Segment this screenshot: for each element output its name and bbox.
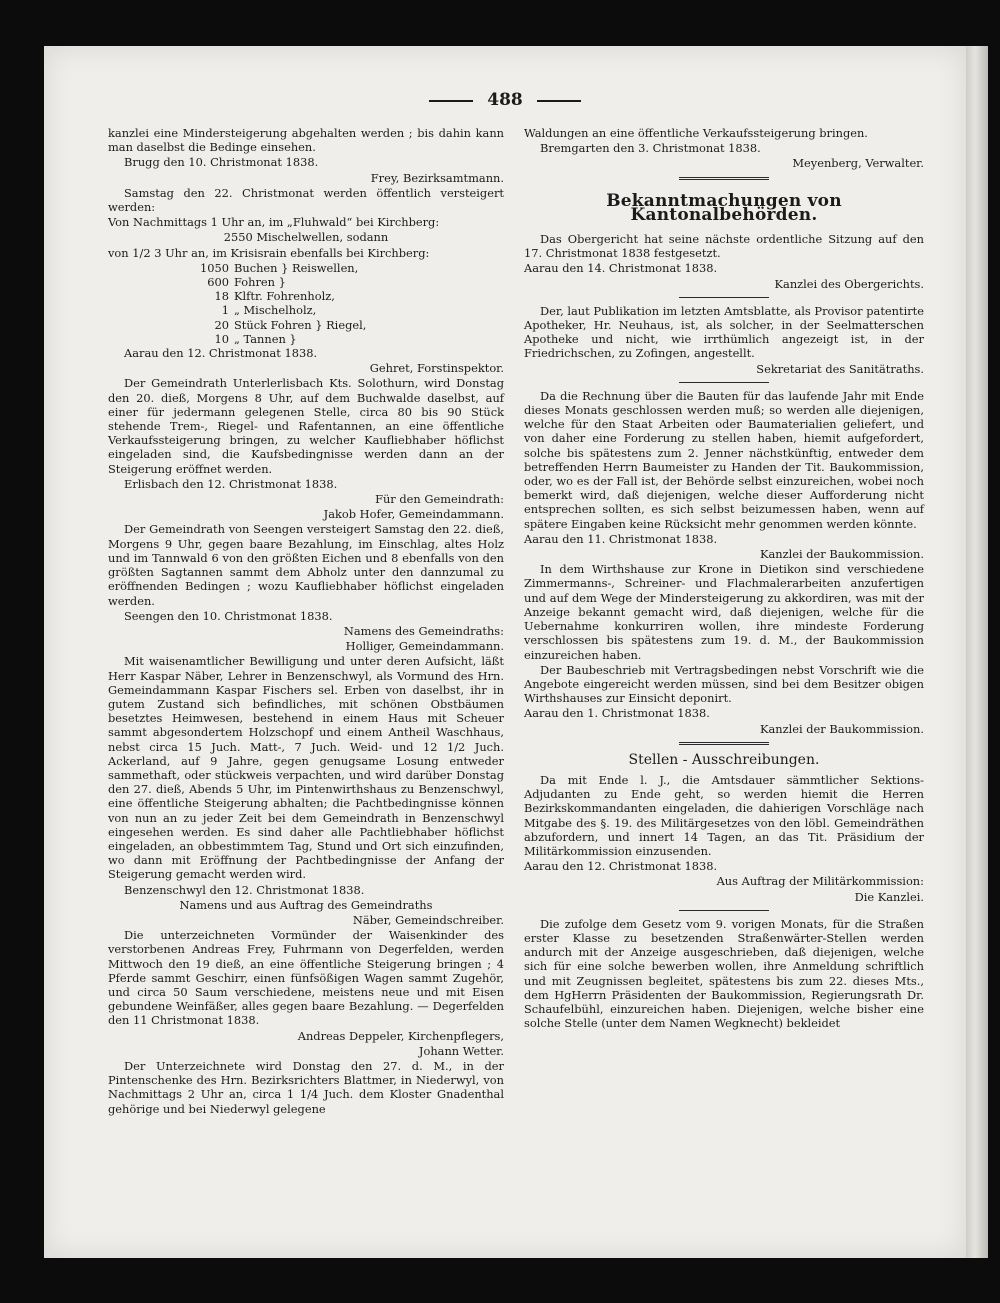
text-paragraph: Samstag den 22. Christmonat werden öffentlich versteigert werden: [108,185,504,215]
notice-militaerkommission [524,773,924,904]
text-paragraph: Meyenberg, Verwalter. [792,156,924,171]
item-quantity: 20 [214,317,229,332]
text-paragraph: Aarau den 1. Christmonat 1838. [524,706,710,721]
text-paragraph: Benzenschwyl den 12. Christmonat 1838. [124,882,365,897]
section-divider [679,177,769,180]
text-paragraph: Aarau den 12. Christmonat 1838. [124,346,318,361]
text-paragraph: Kanzlei der Baukommission. [759,547,924,562]
notice-strassenwaerter [524,917,924,1031]
text-paragraph: In dem Wirthshause zur Krone in Dietikon sind verschiedene Zimmermanns-, Schreiner- und Flachmalerarbeiten anzufertigen und auf dem Wege der Mindersteigerung zu akkordiren, was mit der Anzeige bekannt gemacht wird, daß diejenigen, welche für die Uebernahme konkurriren wollen, ihre mindeste Forderung verschlossen bis spätestens zum 19. d. M., der Baukommission einzureichen haben. [524,562,924,662]
text-paragraph: Mit waisenamtlicher Bewilligung und unter deren Aufsicht, läßt Herr Kaspar Näber, Lehrer in Benzenschwyl, als Vormund des Hrn. Gemeindammann Kaspar Fischers sel. Erben von daselbst, ihr in gutem Zustand sich befindliches, mit schönen Obstbäumen besetztes Heimwesen, bestehend in einem Haus mit Scheuer sammt abgesondertem Holzschopf und einem Antheil Waschhaus, nebst circa 15 Juch. Matt-, 7 Juch. Weid- und 12 1/2 Juch. Ackerland, auf 9 Jahre, gegen genugsame Losung entweder sammethaft, oder stückweis verpachten, und wird darüber Donstag den 27. dieß, Abends 5 Uhr, im Pintenwirthshaus zu Benzenschwyl, eine öffentliche Steigerung abhalten; die Pachtbedingnisse können von nun an zu jeder Zeit bei dem Gemeindrath in Benzenschwyl eingesehen werden. Es sind daher alle Pachtliebhaber höflichst eingeladen, an obbestimmtem Tag, Stund und Ort sich einzufinden, wo dann mit Eröffnung der Pachtbedingnisse der Anfang der Steigerung gemacht werden wird. [108,654,504,882]
notice-obergericht [524,232,924,291]
auction-item-list [162,261,504,346]
text-paragraph: Kanzlei der Baukommission. [759,721,924,736]
item-quantity: 600 [207,275,229,290]
item-description: Klftr. Fohrenholz, [234,289,335,304]
text-paragraph: Frey, Bezirksamtmann. [370,170,504,185]
page-header [44,90,966,110]
item-quantity: 10 [214,331,229,346]
header-rule-left [429,100,473,102]
divider [679,382,769,383]
page-edge [966,46,988,1258]
item-description: „ Tannen } [234,331,297,346]
item-description: Stück Fohren } Riegel, [234,317,367,332]
left-notices-top [108,126,504,260]
text-paragraph: Erlisbach den 12. Christmonat 1838. [124,476,338,491]
text-paragraph: kanzlei eine Mindersteigerung abgehalten werden ; bis dahin kann man daselbst die Bedinge einsehen. [108,126,504,155]
text-paragraph: Die Kanzlei. [854,889,924,904]
item-description: Fohren } [234,275,286,290]
text-paragraph: Andreas Deppeler, Kirchenpflegers, [297,1028,504,1043]
text-paragraph: Kanzlei des Obergerichts. [774,276,924,291]
divider [679,910,769,911]
notice-baukommission [524,389,924,736]
text-paragraph: Der Gemeindrath von Seengen versteigert Samstag den 22. dieß, Morgens 9 Uhr, gegen baare Bezahlung, im Einschlag, altes Holz und im Tannwald 6 von den größten Eichen und 8 ebenfalls von den größten Sagtannen sammt dem Abholz unter den dannzumal zu eröffnenden Bedingen ; wozu Kaufliebhaber höflichst eingeladen werden. [108,522,504,608]
text-paragraph: Seengen den 10. Christmonat 1838. [124,608,333,623]
text-paragraph: Aarau den 11. Christmonat 1838. [524,531,718,546]
text-paragraph: Johann Wetter. [418,1043,504,1058]
text-paragraph: Bremgarten den 3. Christmonat 1838. [540,141,761,156]
section-title-vacancies: Stellen - Ausschreibungen. [628,751,820,768]
item-description: Buchen } Reiswellen, [234,260,359,275]
text-paragraph: Aarau den 14. Christmonat 1838. [524,261,718,276]
text-paragraph: Da die Rechnung über die Bauten für das laufende Jahr mit Ende dieses Monats geschlossen werden muß; so werden alle diejenigen, welche für den Staat Arbeiten oder Baumaterialien geliefert, und von daher eine Forderung zu stellen haben, hiemit aufgefordert, solche bis spätestens zum 2. Jenner nächstkünftig, entweder dem betreffenden Herrn Baumeister zu Handen der Tit. Baukommission, oder, wo es der Fall ist, der Behörde selbst einzureichen, wobei noch bemerkt wird, daß diejenigen, welche dieser Aufforderung nicht entsprechen sollten, es sich selbst beizumessen haben, wenn auf spätere Eingaben keine Rücksicht mehr genommen werden könnte. [524,388,924,531]
left-column [108,126,504,1117]
notice-sanitaetsrath [524,304,924,376]
text-paragraph: Der Baubeschrieb mit Vertragsbedingen nebst Vorschrift wie die Angebote eingereicht werden müssen, sind bei dem Besitzer obigen Wirthshauses zur Einsicht deponirt. [524,662,924,706]
text-paragraph: Waldungen an eine öffentliche Verkaufssteigerung bringen. [524,126,868,140]
text-paragraph: Näber, Gemeindschreiber. [352,912,504,927]
text-paragraph: Gehret, Forstinspektor. [369,361,504,376]
header-rule-right [537,100,581,102]
text-paragraph: Namens und aus Auftrag des Gemeindraths [179,897,433,912]
section-title-cantonal: Bekanntmachungen von Kantonalbehörden. [606,190,842,225]
text-paragraph: Holliger, Gemeindammann. [345,639,504,654]
item-quantity: 18 [214,289,229,304]
right-column [524,126,924,1031]
left-notices [108,346,504,1116]
item-quantity: 1050 [200,260,229,275]
section-divider [679,742,769,745]
text-paragraph: Namens des Gemeindraths: [343,623,504,638]
right-notice-continuation [524,126,924,171]
text-paragraph: Von Nachmittags 1 Uhr an, im „Fluhwald“ bei Kirchberg: [108,215,440,230]
text-paragraph: Sekretariat des Sanitätraths. [756,361,924,376]
text-paragraph: von 1/2 3 Uhr an, im Krisisrain ebenfalls bei Kirchberg: [108,245,430,260]
text-paragraph: Das Obergericht hat seine nächste ordentliche Sitzung auf den 17. Christmonat 1838 festgesetzt. [524,232,924,261]
text-paragraph: Der Gemeindrath Unterlerlisbach Kts. Solothurn, wird Donstag den 20. dieß, Morgens 8 Uhr, auf dem Buchwalde daselbst, auf einer für jedermann gelegenen Stelle, circa 80 bis 90 Stück stehende Trem-, Riegel- und Rafentannen, an eine öffentliche Verkaufssteigerung bringen, zu welcher Kaufliebhaber höflichst eingeladen sind, die Kaufsbedingnisse werden dann an der Steigerung eröffnet werden. [108,376,504,476]
text-paragraph: Da mit Ende l. J., die Amtsdauer sämmtlicher Sektions-Adjudanten zu Ende geht, so werden hiemit die Herren Bezirkskommandanten eingeladen, die dahierigen Vorschläge nach Mitgabe des §. 19. des Militärgesetzes von den löbl. Gemeindräthen abzufordern, und innert 14 Tagen, an das Tit. Präsidium der Militärkommission einzusenden. [524,772,924,858]
text-paragraph: Für den Gemeindrath: [375,492,504,507]
text-paragraph: Brugg den 10. Christmonat 1838. [124,155,319,170]
item-description: „ Mischelholz, [234,303,317,318]
text-paragraph: Der, laut Publikation im letzten Amtsblatte, als Provisor patentirte Apotheker, Hr. Neuhaus, ist, als solcher, in der Seelmatterschen Apotheke und nicht, wie irrthümlich angezeigt ist, in der Friedrichschen, zu Zofingen, angestellt. [524,303,924,361]
text-paragraph: Der Unterzeichnete wird Donstag den 27. d. M., in der Pintenschenke des Hrn. Bezirksrichters Blattmer, in Niederwyl, von Nachmittags 2 Uhr an, circa 1 1/4 Juch. dem Kloster Gnadenthal gehörige und bei Niederwyl gelegene [108,1059,504,1116]
newspaper-page [44,46,966,1258]
text-paragraph: Aus Auftrag der Militärkommission: [716,874,924,889]
text-paragraph: Aarau den 12. Christmonat 1838. [524,859,718,874]
text-paragraph: Jakob Hofer, Gemeindammann. [323,507,504,522]
page-number: 488 [487,90,523,110]
item-quantity: 1 [221,303,229,318]
text-paragraph: 2550 Mischelwellen, sodann [223,230,389,245]
text-paragraph: Die zufolge dem Gesetz vom 9. vorigen Monats, für die Straßen erster Klasse zu besetzenden Straßenwärter-Stellen werden andurch mit der Anzeige ausgeschrieben, daß diejenigen, welche sich für eine solche bewerben wollen, ihre Anmeldung schriftlich und mit Zeugnissen begleitet, spätestens bis zum 22. dieses Mts., dem HgHerrn Präsidenten der Baukommission, Regierungsrath Dr. Schaufelbühl, einzureichen haben. Diejenigen, welche bisher eine solche Stelle (unter dem Namen Wegknecht) bekleidet [524,916,924,1031]
divider [679,297,769,298]
text-paragraph: Die unterzeichneten Vormünder der Waisenkinder des verstorbenen Andreas Frey, Fuhrmann von Degerfelden, werden Mittwoch den 19 dieß, an eine öffentliche Steigerung bringen ; 4 Pferde sammt Geschirr, einen fünfsößigen Wagen sammt Zugehör, und circa 50 Saum verschiedene, meistens neue und mit Eisen gebundene Weinfäßer, alles gegen baare Bezahlung. — Degerfelden den 11 Christmonat 1838. [108,928,504,1028]
